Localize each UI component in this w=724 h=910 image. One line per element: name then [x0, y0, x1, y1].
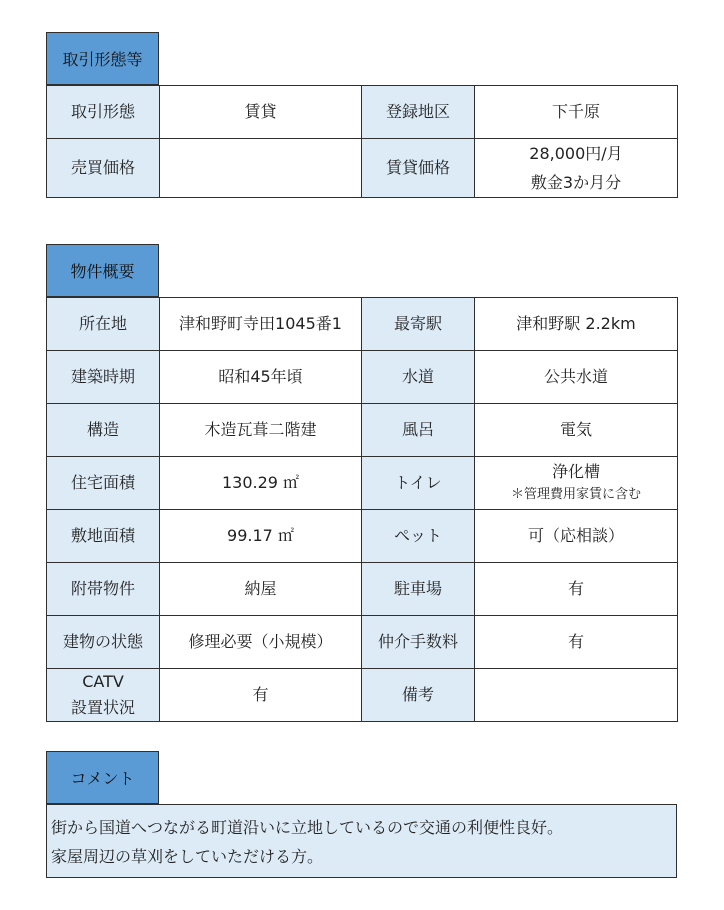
- table-row: [47, 510, 678, 563]
- pet-value: 可（応相談）: [475, 510, 678, 563]
- rent-price-line-1: 28,000円/月: [529, 144, 623, 163]
- brokerage-fee-label: 仲介手数料: [362, 616, 475, 669]
- bath-label: 風呂: [362, 404, 475, 457]
- transaction-table: [46, 85, 678, 198]
- table-row: [47, 669, 678, 722]
- land-area-value: 99.17 ㎡: [160, 510, 362, 563]
- remarks-label: 備考: [362, 669, 475, 722]
- section-header-property: 物件概要: [46, 244, 159, 297]
- section-header-transaction: 取引形態等: [46, 32, 159, 85]
- property-table: [46, 297, 678, 722]
- table-row: [47, 298, 678, 351]
- water-value: 公共水道: [475, 351, 678, 404]
- table-row: [47, 616, 678, 669]
- floor-area-label: 住宅面積: [47, 457, 160, 510]
- building-condition-value: 修理必要（小規模）: [160, 616, 362, 669]
- sale-price-label: 売買価格: [47, 139, 160, 198]
- catv-label: [47, 669, 160, 722]
- registered-area-label: 登録地区: [362, 86, 475, 139]
- outbuilding-label: 附帯物件: [47, 563, 160, 616]
- catv-label-line-2: 設置状況: [70, 698, 135, 717]
- section-header-comment: コメント: [46, 751, 159, 804]
- table-row: [47, 457, 678, 510]
- catv-label-line-1: CATV: [82, 672, 124, 691]
- nearest-station-label: 最寄駅: [362, 298, 475, 351]
- pet-label: ペット: [362, 510, 475, 563]
- brokerage-fee-value: 有: [475, 616, 678, 669]
- structure-value: 木造瓦葺二階建: [160, 404, 362, 457]
- built-period-label: 建築時期: [47, 351, 160, 404]
- transaction-type-label: 取引形態: [47, 86, 160, 139]
- toilet-value-note: ＊管理費用家賃に含む: [510, 487, 641, 502]
- comment-line-2: 家屋周辺の草刈をしていただける方。: [51, 847, 324, 866]
- location-value: 津和野町寺田1045番1: [160, 298, 362, 351]
- building-condition-label: 建物の状態: [47, 616, 160, 669]
- structure-label: 構造: [47, 404, 160, 457]
- rent-price-value: [475, 139, 678, 198]
- comment-line-1: 街から国道へつながる町道沿いに立地しているので交通の利便性良好。: [51, 818, 564, 837]
- comment-box: [46, 804, 677, 878]
- toilet-label: トイレ: [362, 457, 475, 510]
- transaction-type-value: 賃貸: [160, 86, 362, 139]
- catv-value: 有: [160, 669, 362, 722]
- nearest-station-value: 津和野駅 2.2km: [475, 298, 678, 351]
- toilet-value-line-1: 浄化槽: [551, 462, 600, 481]
- outbuilding-value: 納屋: [160, 563, 362, 616]
- location-label: 所在地: [47, 298, 160, 351]
- floor-area-value: 130.29 ㎡: [160, 457, 362, 510]
- table-row: [47, 86, 678, 139]
- land-area-label: 敷地面積: [47, 510, 160, 563]
- registered-area-value: 下千原: [475, 86, 678, 139]
- table-row: [47, 563, 678, 616]
- built-period-value: 昭和45年頃: [160, 351, 362, 404]
- bath-value: 電気: [475, 404, 678, 457]
- rent-price-line-2: 敷金3か月分: [530, 173, 622, 192]
- sale-price-value: [160, 139, 362, 198]
- rent-price-label: 賃貸価格: [362, 139, 475, 198]
- table-row: [47, 404, 678, 457]
- table-row: [47, 139, 678, 198]
- table-row: [47, 351, 678, 404]
- parking-label: 駐車場: [362, 563, 475, 616]
- parking-value: 有: [475, 563, 678, 616]
- remarks-value: [475, 669, 678, 722]
- toilet-value: [475, 457, 678, 510]
- water-label: 水道: [362, 351, 475, 404]
